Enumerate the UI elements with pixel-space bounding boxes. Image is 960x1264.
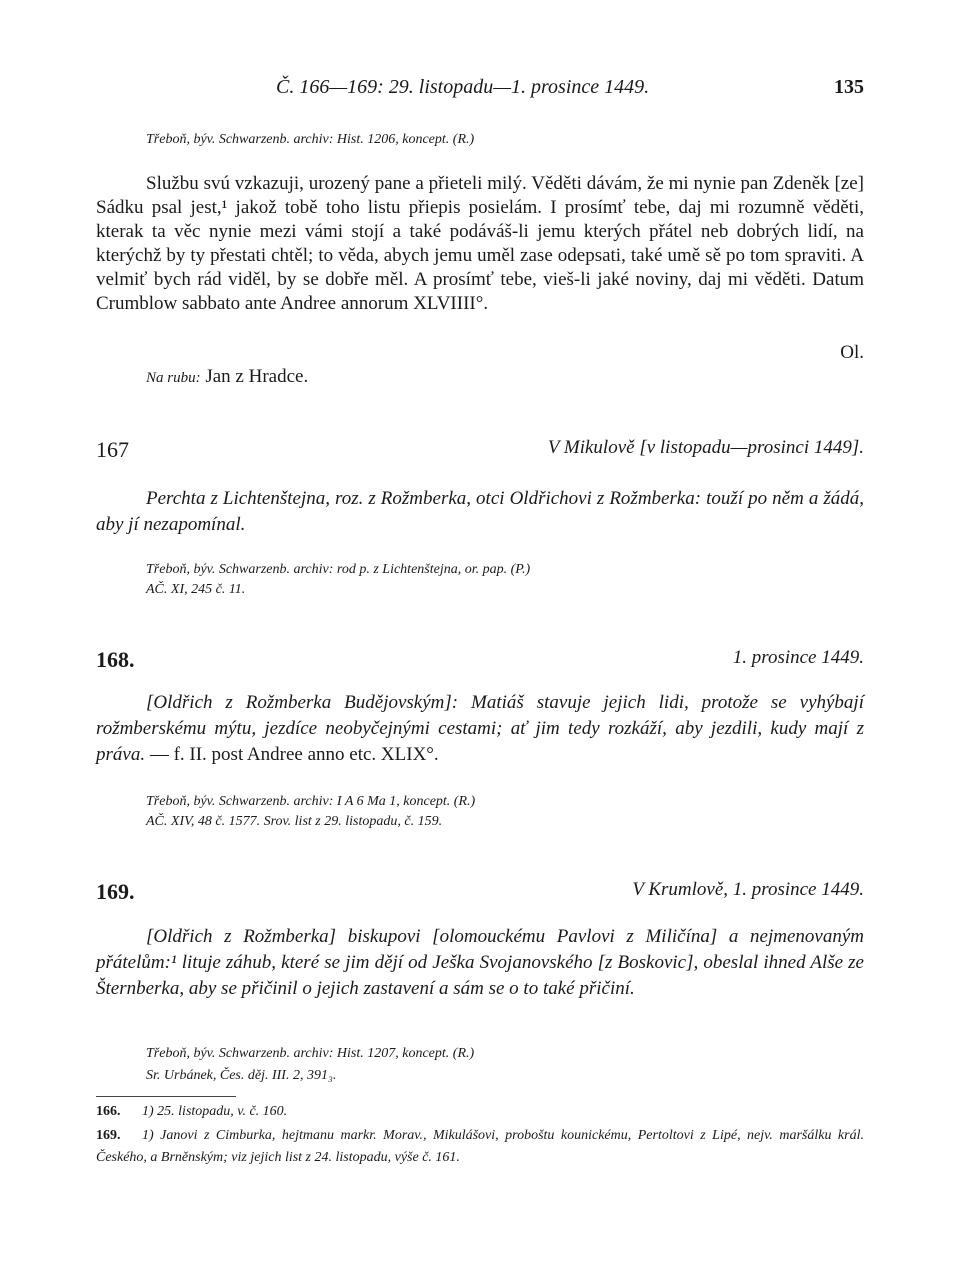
footnote-169 bbox=[96, 1125, 864, 1169]
footnote-rule bbox=[96, 1096, 236, 1097]
page-number: 135 bbox=[834, 76, 864, 98]
doc168-source1: Třeboň, býv. Schwarzenb. archiv: I A 6 Ma 1, koncept. (R.) bbox=[146, 794, 476, 809]
doc169-source1: Třeboň, býv. Schwarzenb. archiv: Hist. 1207, koncept. (R.) bbox=[146, 1046, 475, 1061]
doc166-signature: Ol. bbox=[840, 342, 864, 363]
doc168-dating: — f. II. post Andree anno etc. XLIX°. bbox=[145, 744, 439, 765]
doc168-body bbox=[96, 690, 864, 768]
doc166-dorse bbox=[146, 366, 646, 388]
doc167-source2: AČ. XI, 245 č. 11. bbox=[146, 582, 246, 597]
footnote-text: 1) 25. listopadu, v. č. 160. bbox=[142, 1104, 288, 1119]
footnote-doc-number: 166. bbox=[96, 1104, 121, 1119]
doc168-number: 168. bbox=[96, 647, 135, 672]
dorse-text: Jan z Hradce. bbox=[205, 366, 309, 387]
footnote-doc-number: 169. bbox=[96, 1128, 121, 1143]
doc169-number: 169. bbox=[96, 879, 135, 904]
doc167-source1: Třeboň, býv. Schwarzenb. archiv: rod p. z Lichtenštejna, or. pap. (P.) bbox=[146, 562, 531, 577]
doc169-summary: [Oldřich z Rožmberka] biskupovi [olomouckému Pavlovi z Miličína] a nejmenovaným přátelům:¹ lituje záhub, které se jim dějí od Ješka Svojanovského [z Boskovic], obeslal ihned Alše ze Šternberka, aby se přičinil o jejich zastavení a sám se o to také přičiní. bbox=[96, 926, 864, 999]
doc167-place-date: V Mikulově [v listopadu—prosinci 1449]. bbox=[547, 437, 864, 458]
doc168-summary: [Oldřich z Rožmberka Budějovským]: Matiáš stavuje jejich lidi, protože se vyhýbají rožmberskému mýtu, jezdíce neobyčejnými cestami; ať jim tedy rozkáží, aby jezdili, kudy mají z práva. bbox=[96, 692, 864, 765]
doc168-source2: AČ. XIV, 48 č. 1577. Srov. list z 29. listopadu, č. 159. bbox=[146, 814, 443, 829]
doc167-number: 167 bbox=[96, 437, 129, 462]
doc167-summary: Perchta z Lichtenštejna, roz. z Rožmberka, otci Oldřichovi z Rožmberka: touží po něm a žádá, aby jí nezapomínal. bbox=[96, 488, 864, 535]
footnote-166 bbox=[96, 1101, 864, 1123]
footnote-text: 1) Janovi z Cimburka, hejtmanu markr. Morav., Mikulášovi, proboštu kounickému, Pertoltovi z Lipé, nejv. maršálku král. Českého, a Brněnským; viz jejich list z 24. listopadu, výše č. 161. bbox=[96, 1128, 864, 1165]
doc166-text: Službu svú vzkazuji, urozený pane a přieteli milý. Věděti dávám, že mi nynie pan Zdeněk [ze] Sádku psal jest,¹ jakož tobě toho listu přiepis posielám. I prosímť tebe, daj mi rozumně věděti, kterak ta věc nynie mezi vámi stojí a také podáváš-li jemu kterých přátel neb dobrých lidí, na kterýchž by ty přestati chtěl; to věda, abych jemu uměl zase odepsati, také umě sě po tom spraviti. A velmiť bych rád viděl, by se dobře měl. A prosímť tebe, vieš-li jaké noviny, daj mi věděti. Datum Crumblow sabbato ante Andree annorum XLVIIII°. bbox=[96, 173, 864, 314]
doc168-date: 1. prosince 1449. bbox=[732, 647, 864, 668]
dorse-label: Na rubu: bbox=[146, 370, 201, 386]
doc169-source2: Sr. Urbánek, Čes. děj. III. 2, 391₃. bbox=[146, 1068, 337, 1083]
running-title: Č. 166—169: 29. listopadu—1. prosince 1449. bbox=[276, 76, 650, 98]
doc169-place-date: V Krumlově, 1. prosince 1449. bbox=[632, 879, 864, 900]
doc166-source: Třeboň, býv. Schwarzenb. archiv: Hist. 1206, koncept. (R.) bbox=[146, 132, 475, 147]
